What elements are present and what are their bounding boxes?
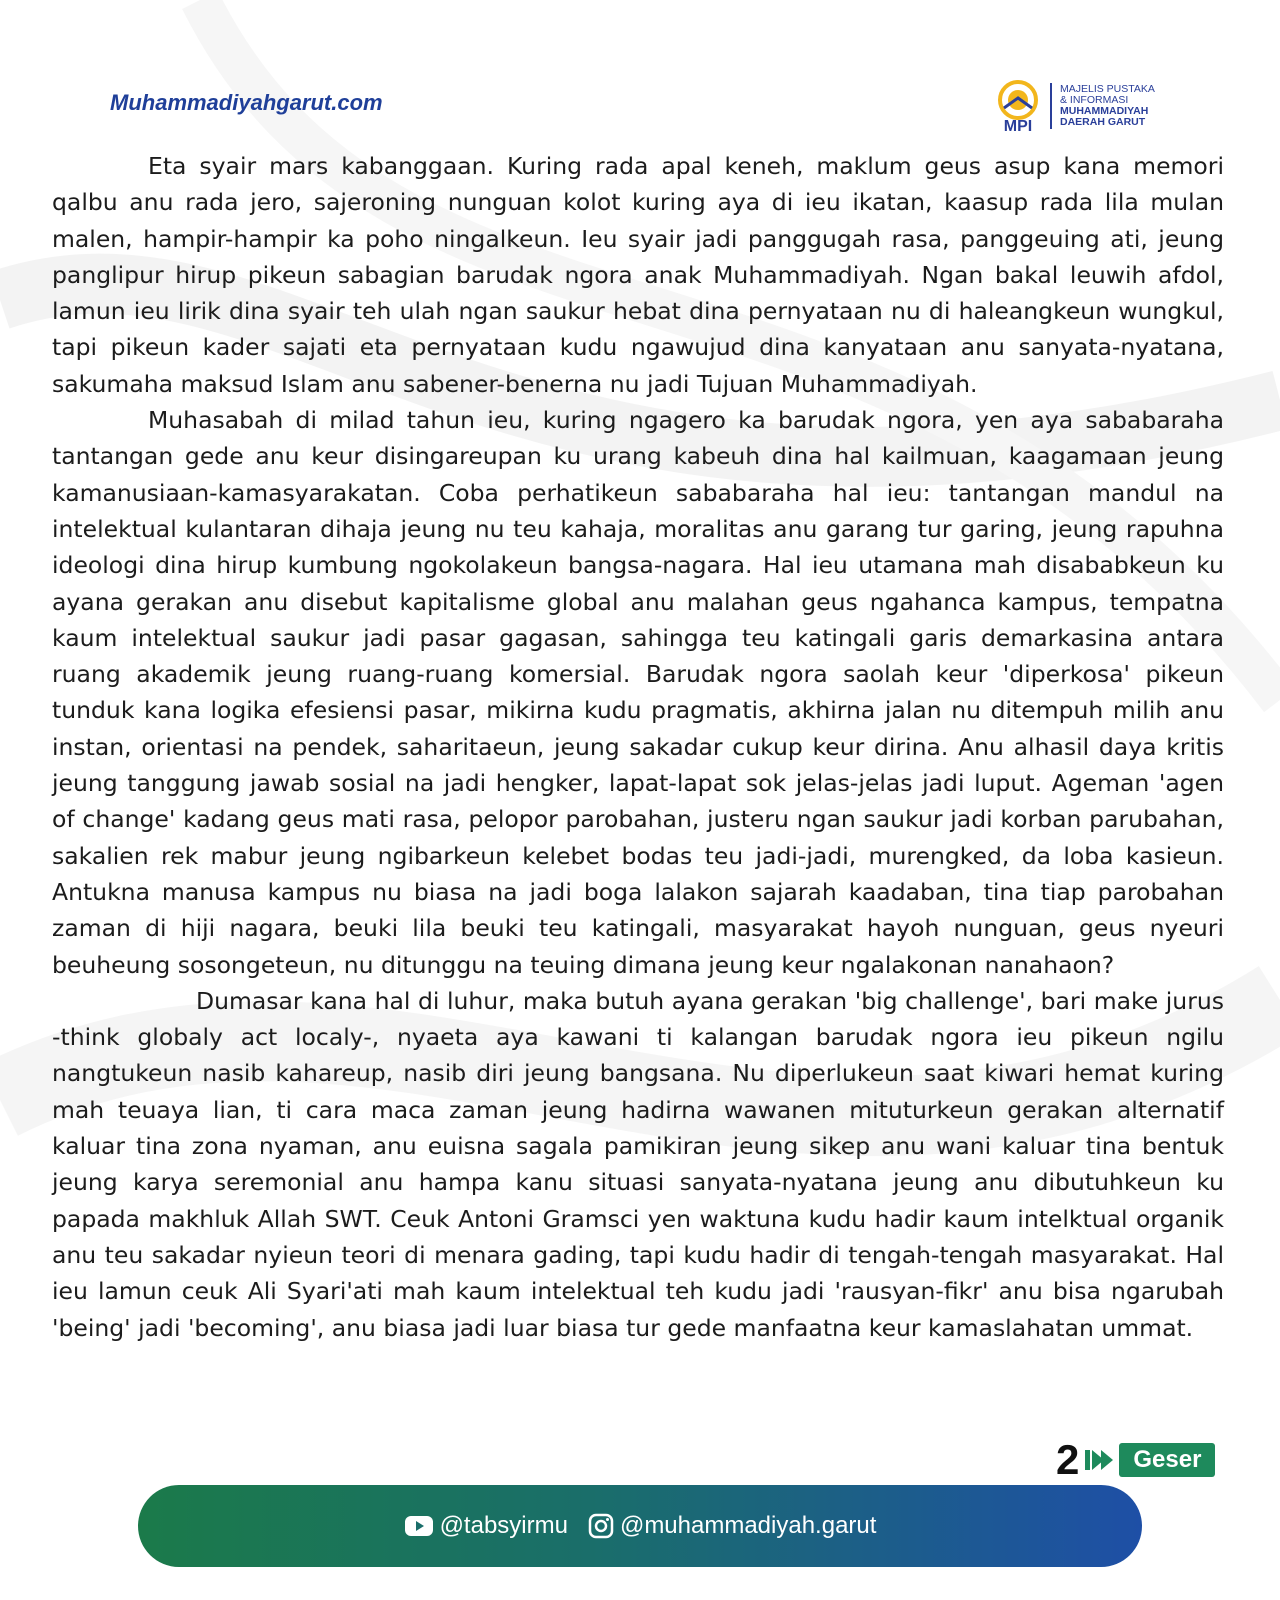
logo-line-2: & INFORMASI bbox=[1060, 94, 1129, 106]
instagram-icon bbox=[588, 1513, 614, 1539]
paragraph-2: Muhasabah di milad tahun ieu, kuring ngagero ka barudak ngora, yen aya sababaraha tantangan gede anu keur disingareupan ku urang kabeuh dina hal kailmuan, kaagamaan jeung kamanusiaan-kamasyarakatan. Coba perhatikeun sababaraha hal ieu: tantangan mandul na intelektual kulantaran dihaja jeung nu teu kahaja, moralitas anu garang tur garing, jeung rapuhna ideologi dina hirup kumbung ngokolakeun bangsa-nagara. Hal ieu utamana mah disababkeun ku ayana gerakan anu disebut kapitalisme global anu malahan geus ngahanca kampus, tempatna kaum intelektual saukur jadi pasar gagasan, sahingga teu katingali garis demarkasina antara ruang akademik jeung ruang-ruang komersial. Barudak ngora saolah keur 'diperkosa' pikeun tunduk kana logika efesiensi pasar, mikirna kudu pragmatis, akhirna jalan nu ditempuh milih anu instan, orientasi na pendek, saharitaeun, jeung sakadar cukup keur dirina. Anu alhasil daya kritis jeung tanggung jawab sosial na jadi hengker, lapat-lapat sok jelas-jelas jadi luput. Ageman 'agen of change' kadang geus mati rasa, pelopor parobahan, justeru ngan saukur jadi korban parubahan, sakalien rek mabur jeung ngibarkeun kelebet bodas teu jadi-jadi, murengked, da loba kasieun. Antukna manusa kampus nu biasa na jadi boga lalakon sajarah kaadaban, tina tiap parobahan zaman di hiji nagara, beuki lila beuki teu katingali, masyarakat hayoh nunguan, geus nyeuri beuheung sosongeteun, nu ditunggu na teuing dimana jeung keur ngalakonan nanahaon? bbox=[52, 406, 1224, 979]
site-url[interactable]: Muhammadiyahgarut.com bbox=[110, 90, 383, 115]
page-number: 2 bbox=[1056, 1436, 1080, 1483]
instagram-handle: @muhammadiyah.garut bbox=[619, 1512, 877, 1539]
logo-mark-text: MPI bbox=[1003, 118, 1033, 134]
instagram-link[interactable] bbox=[588, 1512, 876, 1540]
youtube-link[interactable] bbox=[404, 1512, 568, 1540]
logo-line-4: DAERAH GARUT bbox=[1060, 116, 1146, 128]
logo-line-3: MUHAMMADIYAH bbox=[1060, 105, 1149, 117]
youtube-icon bbox=[404, 1515, 434, 1537]
double-arrow-icon bbox=[1085, 1446, 1115, 1474]
logo-text bbox=[1060, 84, 1155, 128]
social-footer bbox=[138, 1485, 1142, 1567]
next-page-label: Geser bbox=[1119, 1443, 1215, 1477]
paragraph-3: Dumasar kana hal di luhur, maka butuh ayana gerakan 'big challenge', bari make jurus -think globaly act localy-, nyaeta aya kawani ti kalangan barudak ngora ieu pikeun ngilu nangtukeun nasib kahareup, nasib diri jeung bangsana. Nu diperlukeun saat kiwari hemat kuring mah teuaya lian, ti cara maca zaman jeung hadirna wawanen mituturkeun gerakan alternatif kaluar tina zona nyaman, anu euisna sagala pamikiran jeung sikep anu wani kaluar tina bentuk jeung karya seremonial anu hampa kanu situasi sanyata-nyatana jeung anu dibutuhkeun ku papada makhluk Allah SWT. Ceuk Antoni Gramsci yen waktuna kudu hadir kaum intelktual organik anu teu sakadar nyieun teori di menara gading, tapi kudu hadir di tengah-tengah masyarakat. Hal ieu lamun ceuk Ali Syari'ati mah kaum intelektual teh kudu jadi 'rausyan-fikr' anu bisa ngarubah 'being' jadi 'becoming', anu biasa jadi luar biasa tur gede manfaatna keur kamaslahatan ummat. bbox=[52, 986, 1224, 1342]
youtube-handle: @tabsyirmu bbox=[439, 1512, 568, 1539]
logo-divider bbox=[1050, 83, 1052, 129]
next-page-button[interactable] bbox=[1085, 1443, 1215, 1477]
logo-line-1: MAJELIS PUSTAKA bbox=[1060, 83, 1155, 95]
pager bbox=[1056, 1436, 1215, 1483]
article-body bbox=[52, 148, 1224, 1346]
mpi-logo bbox=[990, 78, 1190, 134]
paragraph-1: Eta syair mars kabanggaan. Kuring rada apal keneh, maklum geus asup kana memori qalbu anu rada jero, sajeroning nunguan kolot kuring aya di ieu ikatan, kaasup rada lila mulan malen, hampir-hampir ka poho ningalkeun. Ieu syair jadi panggugah rasa, panggeuing ati, jeung panglipur hirup pikeun sabagian barudak ngora anak Muhammadiyah. Ngan bakal leuwih afdol, lamun ieu lirik dina syair teh ulah ngan saukur hebat dina pernyataan nu di haleangkeun wungkul, tapi pikeun kader sajati eta pernyataan kudu ngawujud dina kanyataan anu sanyata-nyatana, sakumaha maksud Islam anu sabener-benerna nu jadi Tujuan Muhammadiyah. bbox=[52, 152, 1224, 398]
mpi-emblem-icon bbox=[990, 78, 1046, 134]
